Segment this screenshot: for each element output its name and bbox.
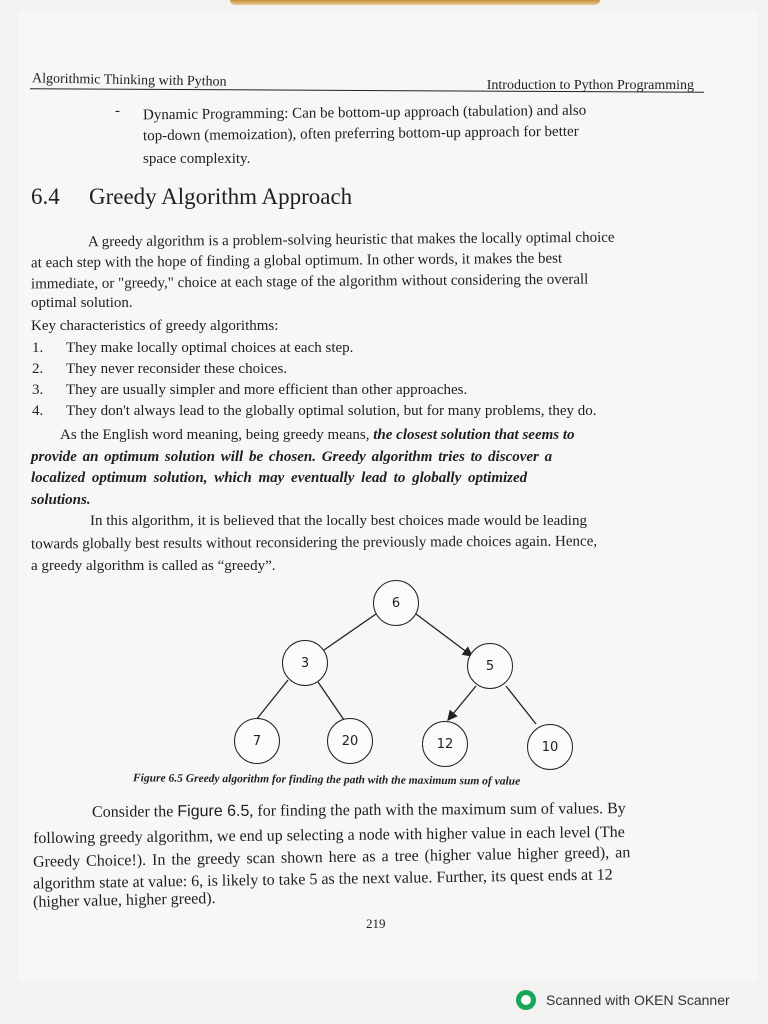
- tree-node-leaf: 10: [527, 724, 573, 770]
- scanner-text: Scanned with OKEN Scanner: [546, 992, 730, 1008]
- consider-line: algorithm state at value: 6, is likely to take 5 as the next value. Further, its quest ends at 12: [32, 866, 613, 893]
- section-title: Greedy Algorithm Approach: [89, 184, 353, 209]
- page-number: 219: [366, 916, 386, 931]
- figure-reference: Figure 6.5: [177, 802, 250, 821]
- consider-line: following greedy algorithm, we end up selecting a node with higher value in each level (The: [32, 823, 625, 848]
- belief-line: a greedy algorithm is called as “greedy”.: [31, 558, 276, 574]
- bullet-line: space complexity.: [143, 151, 251, 167]
- intro-line: A greedy algorithm is a problem-solving heuristic that makes the locally optimal choice: [87, 229, 615, 251]
- edge-left-right: [318, 682, 344, 720]
- belief-line: In this algorithm, it is believed that the locally best choices made would be leading: [90, 513, 587, 529]
- header-chapter-title: Introduction to Python Programming: [486, 78, 694, 93]
- tree-node-left: 3: [282, 640, 328, 686]
- list-text: They don't always lead to the globally optimal solution, but for many problems, they do.: [66, 403, 597, 419]
- edge-root-left: [324, 614, 376, 650]
- meaning-emphasis-line: solutions.: [31, 492, 91, 508]
- meaning-emphasis: the closest solution that seems to: [373, 427, 575, 443]
- intro-line: immediate, or "greedy," choice at each stage of the algorithm without considering the overall: [30, 271, 589, 293]
- intro-line: Key characteristics of greedy algorithms:: [31, 318, 279, 334]
- figure-caption: Figure 6.5 Greedy algorithm for finding the path with the maximum sum of value: [132, 772, 521, 788]
- intro-line: at each step with the hope of finding a global optimum. In other words, it makes the best: [30, 250, 563, 272]
- meaning-emphasis-line: provide an optimum solution will be chosen. Greedy algorithm tries to discover a: [31, 449, 553, 465]
- scanner-watermark: [516, 990, 730, 1010]
- oken-logo-icon: [516, 990, 536, 1010]
- edge-right-right: [506, 686, 536, 724]
- meaning-plain: As the English word meaning, being greedy means,: [60, 427, 370, 443]
- meaning-emphasis-line: localized optimum solution, which may eventually lead to globally optimized: [31, 470, 528, 486]
- list-number: 2.: [32, 361, 44, 377]
- consider-post: , for finding the path with the maximum sum of values. By: [249, 800, 626, 820]
- header-book-title: Algorithmic Thinking with Python: [31, 71, 227, 90]
- belief-line: towards globally best results without reconsidering the previously made choices again. Hence,: [30, 533, 598, 553]
- list-text: They make locally optimal choices at each step.: [66, 340, 354, 356]
- bullet-marker: -: [115, 103, 120, 119]
- bullet-line: Dynamic Programming: Can be bottom-up approach (tabulation) and also: [142, 102, 587, 124]
- consider-line: (higher value, higher greed).: [32, 890, 216, 911]
- tree-node-right: 5: [467, 643, 513, 689]
- list-text: They never reconsider these choices.: [66, 361, 288, 377]
- tree-node-leaf: 12: [422, 721, 468, 767]
- consider-line: [92, 798, 626, 823]
- consider-pre: Consider the: [91, 803, 174, 821]
- consider-line: Greedy Choice!). In the greedy scan shown here as a tree (higher value higher greed), an: [32, 844, 631, 871]
- edge-right-left: [448, 686, 476, 720]
- tree-node-leaf: 7: [234, 718, 280, 764]
- tree-node-root: 6: [373, 580, 419, 626]
- section-number: 6.4: [31, 184, 60, 209]
- list-number: 3.: [32, 382, 44, 398]
- bullet-line: top-down (memoization), often preferring bottom-up approach for better: [142, 123, 579, 145]
- list-number: 1.: [32, 340, 44, 356]
- intro-line: optimal solution.: [31, 295, 133, 311]
- tree-node-leaf: 20: [327, 718, 373, 764]
- list-text: They are usually simpler and more efficient than other approaches.: [66, 382, 468, 398]
- edge-root-right: [416, 614, 472, 656]
- list-number: 4.: [32, 403, 44, 419]
- edge-left-left: [256, 680, 288, 720]
